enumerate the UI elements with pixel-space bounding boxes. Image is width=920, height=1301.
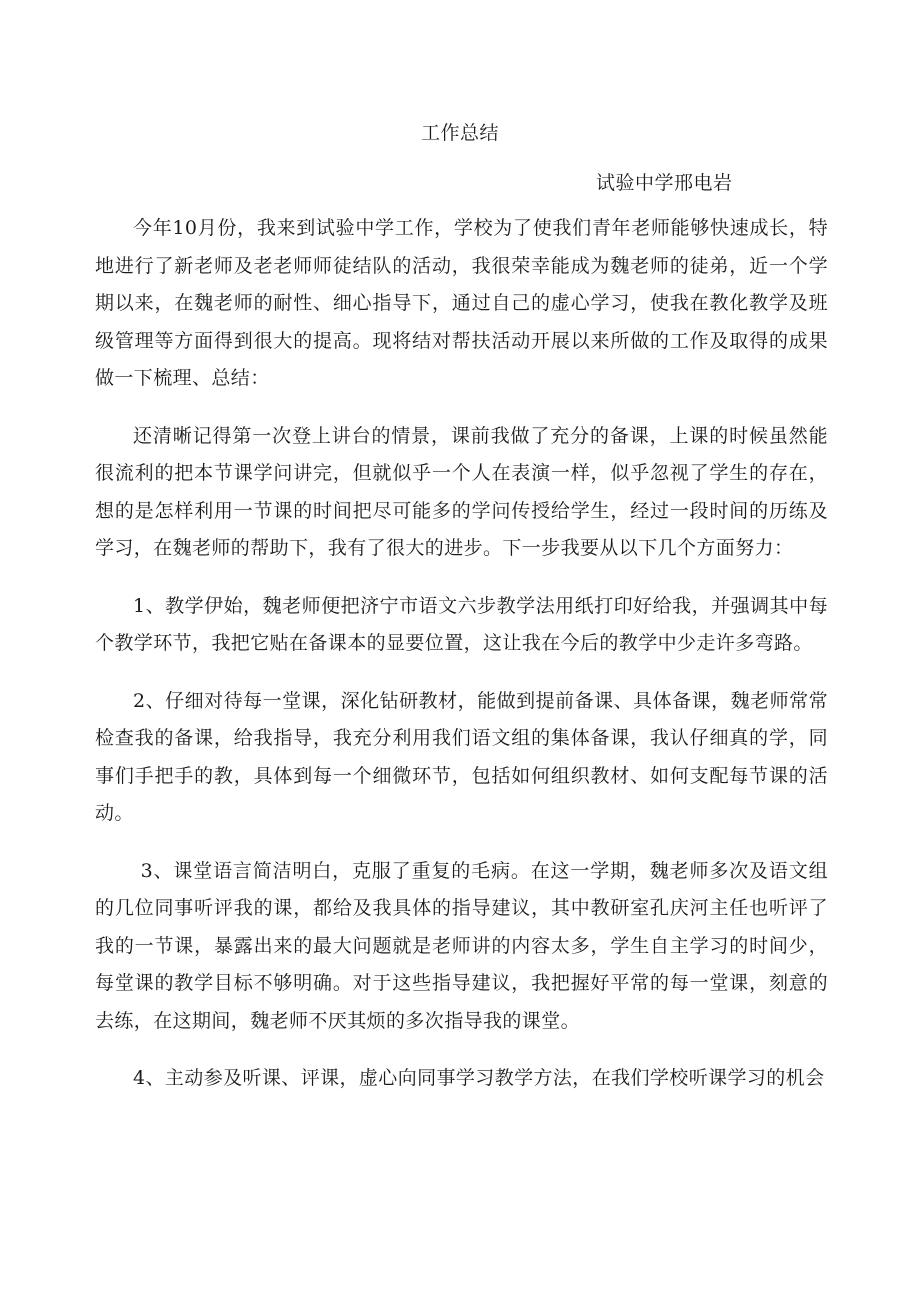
document-author: 试验中学邢电岩 bbox=[596, 172, 733, 194]
document-body bbox=[95, 210, 828, 1098]
paragraph-point-4: 4、主动参及听课、评课，虚心向同事学习教学方法，在我们学校听课学习的机会 bbox=[133, 1067, 825, 1089]
document-title: 工作总结 bbox=[420, 122, 499, 144]
paragraph-first-lesson: 还清晰记得第一次登上讲台的情景，课前我做了充分的备课，上课的时候虽然能很流利的把本节课学问讲完，但就似乎一个人在表演一样，似乎忽视了学生的存在，想的是怎样利用一节课的时间把尽可能多的学问传授给学生，经过一段时间的历练及学习，在魏老师的帮助下，我有了很大的进步。下一步我要从以下几个方面努力： bbox=[95, 424, 828, 559]
paragraph-intro: 今年10月份，我来到试验中学工作，学校为了使我们青年老师能够快速成长，特地进行了新老师及老老师师徒结队的活动，我很荣幸能成为魏老师的徒弟，近一个学期以来，在魏老师的耐性、细心指导下，通过自己的虚心学习，使我在教化教学及班级管理等方面得到很大的提高。现将结对帮扶活动开展以来所做的工作及取得的成果做一下梳理、总结： bbox=[95, 217, 828, 389]
paragraph-point-3: 3、课堂语言简洁明白，克服了重复的毛病。在这一学期，魏老师多次及语文组的几位同事听评我的课，都给及我具体的指导建议，其中教研室孔庆河主任也听评了我的一节课，暴露出来的最大问题就是老师讲的内容太多，学生自主学习的时间少，每堂课的教学目标不够明确。对于这些指导建议，我把握好平常的每一堂课，刻意的去练，在这期间，魏老师不厌其烦的多次指导我的课堂。 bbox=[95, 859, 828, 1032]
paragraph-point-2: 2、仔细对待每一堂课，深化钻研教材，能做到提前备课、具体备课，魏老师常常检查我的备课，给我指导，我充分利用我们语文组的集体备课，我认仔细真的学，同事们手把手的教，具体到每一个细微环节，包括如何组织教材、如何支配每节课的活动。 bbox=[95, 689, 828, 824]
paragraph-point-1: 1、教学伊始，魏老师便把济宁市语文六步教学法用纸打印好给我，并强调其中每个教学环节，我把它贴在备课本的显要位置，这让我在今后的教学中少走许多弯路。 bbox=[95, 594, 828, 654]
